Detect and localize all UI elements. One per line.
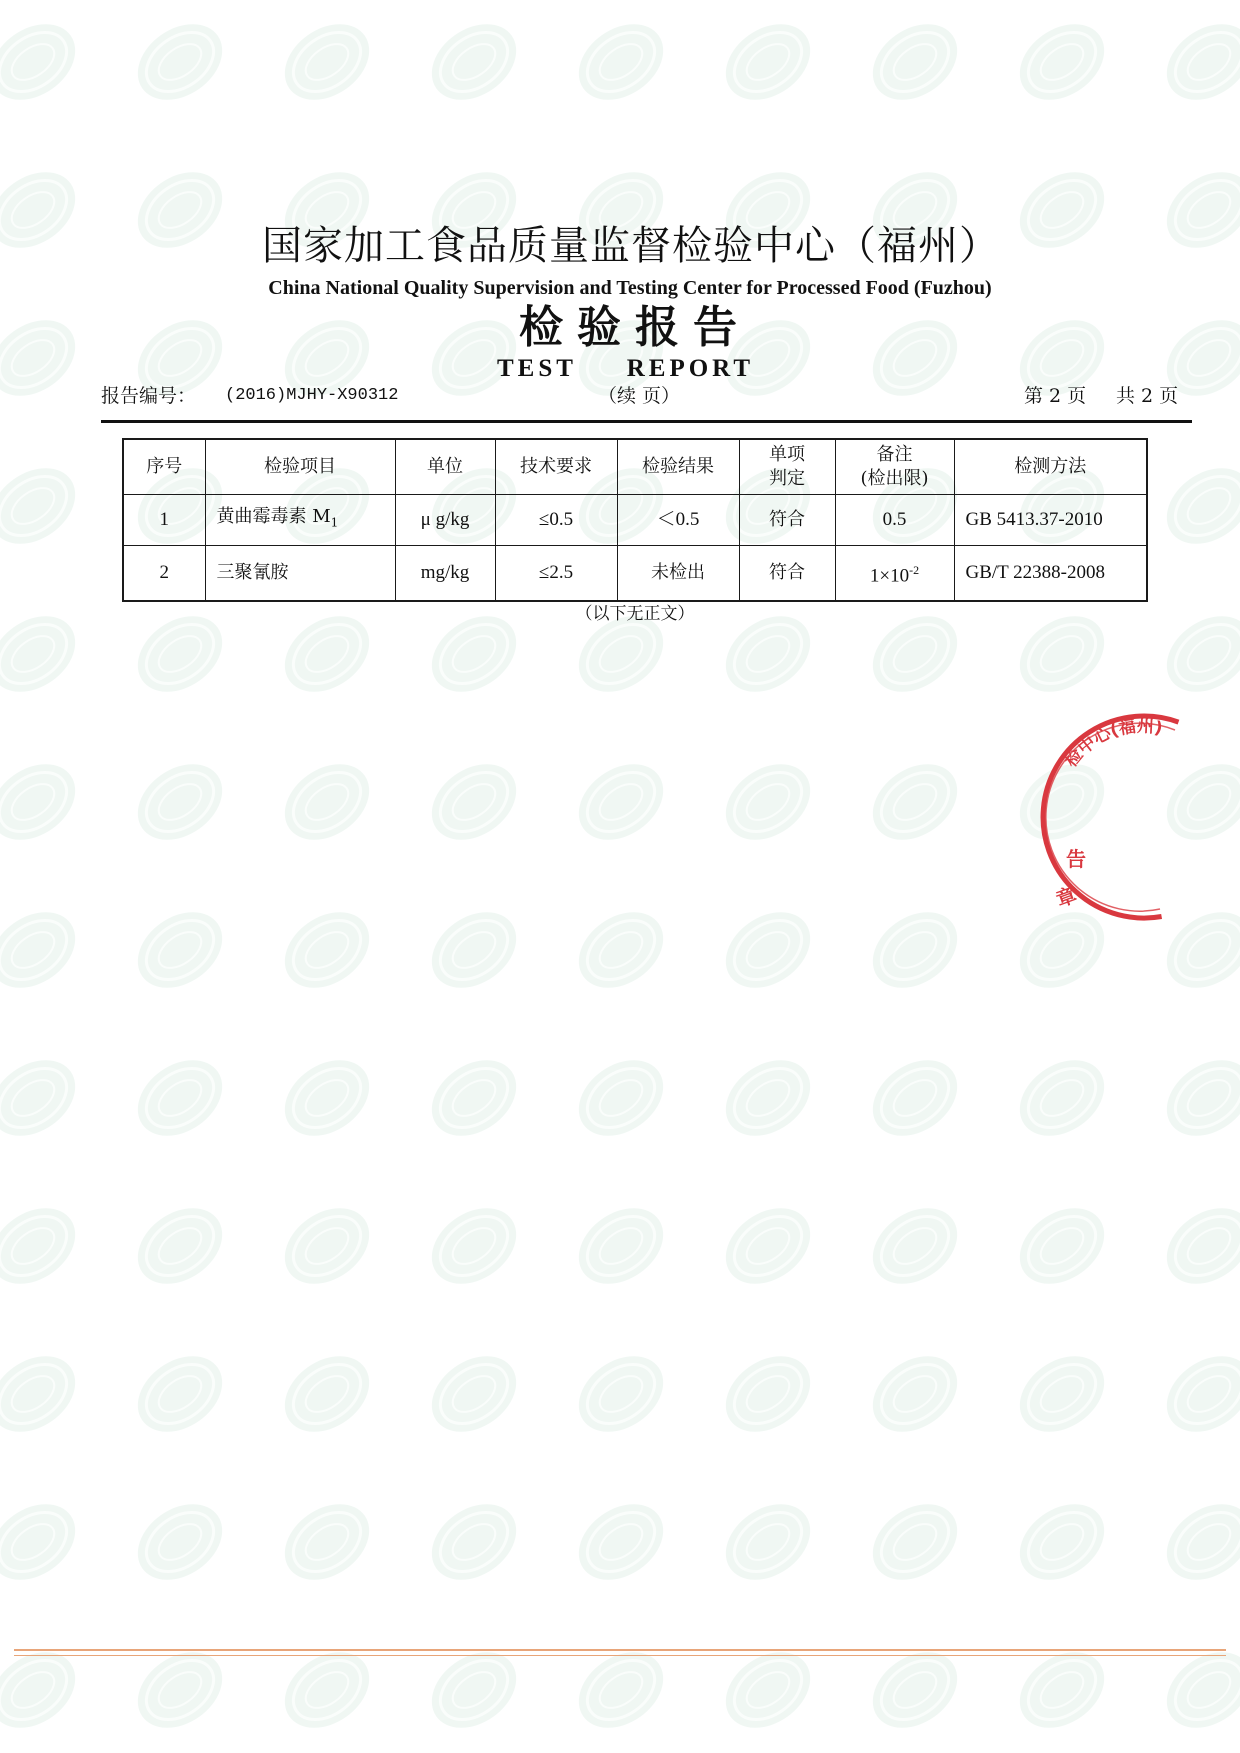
cell-judgement: 符合	[739, 494, 835, 545]
seal-char-1: 告	[1066, 847, 1086, 871]
cell-judgement: 符合	[739, 545, 835, 601]
cell-result: ＜0.5	[617, 494, 739, 545]
cell-notes-exponent: -2	[909, 562, 920, 577]
cell-unit: mg/kg	[395, 545, 495, 601]
page-total: 共 2 页	[1116, 385, 1179, 407]
header-result: 检验结果	[617, 439, 739, 494]
cell-requirement: ≤2.5	[495, 545, 617, 601]
cell-item-subscript: 1	[330, 515, 339, 530]
table-row	[123, 545, 1147, 601]
header-notes-line1: 备注	[876, 443, 913, 465]
table-header-row	[123, 439, 1147, 494]
cell-seq: 2	[123, 545, 205, 601]
continued-page-label: （续 页）	[598, 385, 681, 407]
report-number-label: 报告编号：	[101, 385, 197, 407]
cell-item: 三聚氰胺	[205, 545, 395, 601]
header-judgement-line2: 判定	[769, 467, 805, 489]
header-seq: 序号	[123, 439, 205, 494]
cell-notes-text: 1×10	[869, 564, 910, 586]
report-title-cn: 检验报告	[519, 302, 751, 353]
institution-title-en: China National Quality Supervision and Testing Center for Processed Food (Fuzhou)	[268, 277, 992, 299]
header-divider	[101, 420, 1192, 423]
institution-title-cn: 国家加工食品质量监督检验中心（福州）	[262, 223, 1000, 269]
header-judgement-line1: 单项	[769, 443, 805, 465]
cell-notes: 0.5	[835, 494, 954, 545]
header-method: 检测方法	[954, 439, 1147, 494]
cell-unit: μ g/kg	[395, 494, 495, 545]
cell-notes	[835, 545, 954, 601]
header-requirement: 技术要求	[495, 439, 617, 494]
footer-divider	[14, 1649, 1226, 1651]
seal-arc-text	[1060, 716, 1164, 772]
header-notes-line2: (检出限)	[860, 467, 929, 489]
cell-method: GB 5413.37-2010	[954, 494, 1147, 545]
end-of-text-note: （以下无正文）	[575, 604, 695, 624]
report-number-value: (2016)MJHY-X90312	[225, 386, 399, 405]
cell-item-text: 黄曲霉毒素 M	[216, 505, 331, 527]
table-row	[123, 494, 1147, 545]
seal-char-2: 章	[1052, 882, 1080, 912]
official-seal	[1020, 700, 1240, 940]
header-judgement	[739, 439, 835, 494]
header-unit: 单位	[395, 439, 495, 494]
cell-method: GB/T 22388-2008	[954, 545, 1147, 601]
report-title-en: TEST REPORT	[497, 355, 755, 382]
page-current: 第 2 页	[1024, 385, 1087, 407]
cell-seq: 1	[123, 494, 205, 545]
cell-requirement: ≤0.5	[495, 494, 617, 545]
cell-result: 未检出	[617, 545, 739, 601]
cell-item	[205, 494, 395, 545]
header-item: 检验项目	[205, 439, 395, 494]
seal-arc-text-path: 检中心(福州)	[1061, 716, 1165, 772]
results-table	[122, 438, 1148, 602]
header-notes	[835, 439, 954, 494]
footer-divider-secondary	[14, 1655, 1226, 1656]
